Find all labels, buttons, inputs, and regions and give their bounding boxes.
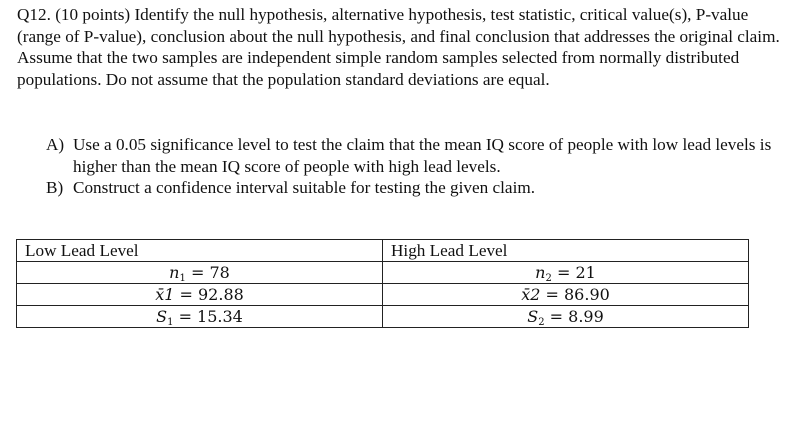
low-s-symbol: S	[156, 306, 168, 326]
high-sample-sd	[383, 306, 749, 328]
part-a	[46, 134, 786, 177]
part-b-text: Construct a confidence interval suitable for testing the given claim.	[73, 178, 536, 198]
high-mean-value: = 86.90	[545, 284, 610, 304]
high-sample-mean	[383, 284, 749, 306]
high-s-value: = 8.99	[549, 306, 604, 326]
sample-data-table	[16, 239, 749, 328]
part-a-text: Use a 0.05 significance level to test the claim that the mean IQ score of people with low lead levels is higher than the mean IQ score of people with high lead levels.	[73, 135, 772, 176]
low-s-value: = 15.34	[178, 306, 243, 326]
table-header-row	[17, 240, 749, 262]
question-block	[17, 4, 787, 90]
low-n-value: = 78	[190, 262, 230, 282]
high-n-value: = 21	[556, 262, 596, 282]
table-row-sample-sd	[17, 306, 749, 328]
part-b	[46, 177, 786, 199]
question-heading: Q12. (10 points) Identify the null hypothesis, alternative hypothesis, test statistic, critical value(s), P-value (range of P-value), conclusion about the null hypothesis, and final conclusion that addresses the original claim.	[17, 5, 780, 46]
part-a-letter: A)	[46, 135, 65, 154]
high-s-subscript: 2	[538, 316, 545, 328]
low-lead-header: Low Lead Level	[17, 240, 383, 262]
high-mean-symbol: x̄2	[521, 284, 541, 304]
high-n-symbol: n	[535, 262, 546, 282]
low-mean-symbol: x̄1	[155, 284, 175, 304]
high-lead-header: High Lead Level	[383, 240, 749, 262]
low-s-subscript: 1	[167, 316, 174, 328]
low-n-symbol: n	[169, 262, 180, 282]
low-sample-mean	[17, 284, 383, 306]
low-sample-sd	[17, 306, 383, 328]
low-sample-size	[17, 262, 383, 284]
part-b-letter: B)	[46, 178, 64, 198]
low-mean-value: = 92.88	[179, 284, 244, 304]
question-parts	[46, 134, 786, 199]
high-sample-size	[383, 262, 749, 284]
question-assumption: Assume that the two samples are independent simple random samples selected from normally distributed populations. Do not assume that the population standard deviations are equal.	[17, 48, 740, 89]
low-n-subscript: 1	[179, 272, 186, 284]
table-row-sample-mean	[17, 284, 749, 306]
high-s-symbol: S	[527, 306, 539, 326]
high-n-subscript: 2	[545, 272, 552, 284]
table-row-sample-size	[17, 262, 749, 284]
